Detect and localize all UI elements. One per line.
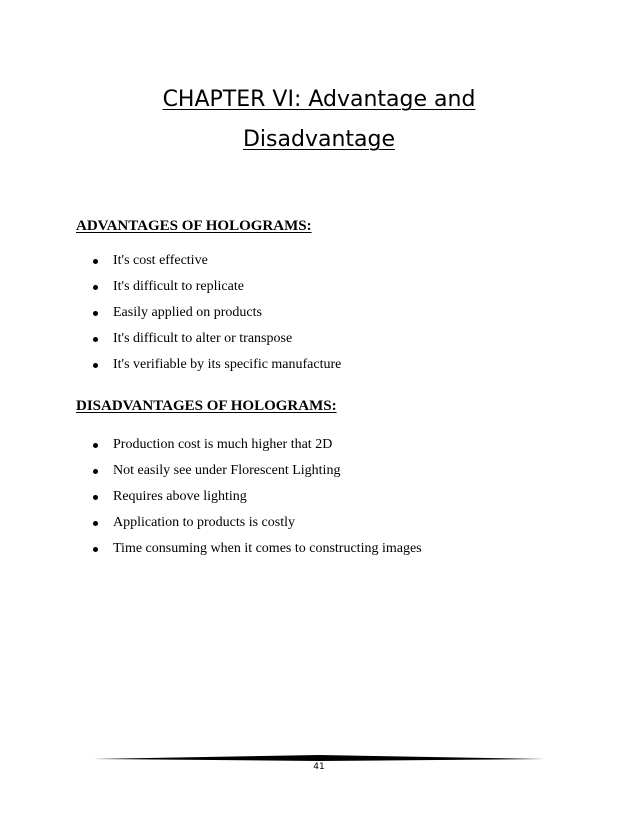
bullet-icon (93, 337, 98, 342)
disadvantages-heading: DISADVANTAGES OF HOLOGRAMS: (76, 398, 337, 414)
chapter-title-line-1: CHAPTER VI: Advantage and (162, 87, 476, 112)
bullet-icon (93, 547, 98, 552)
bullet-icon (93, 495, 98, 500)
bullet-icon (93, 443, 98, 448)
list-item: It's cost effective (0, 248, 341, 274)
chapter-title-line-2: Disadvantage (242, 127, 395, 152)
bullet-icon (93, 469, 98, 474)
chapter-title (60, 80, 578, 160)
list-item: It's verifiable by its specific manufacture (0, 352, 341, 378)
advantages-heading: ADVANTAGES OF HOLOGRAMS: (76, 218, 312, 234)
list-item: Easily applied on products (0, 300, 341, 326)
bullet-icon (93, 285, 98, 290)
advantages-list (0, 248, 341, 378)
list-item: Application to products is costly (0, 510, 422, 536)
page-number: 41 (313, 762, 325, 772)
bullet-icon (93, 521, 98, 526)
list-item: It's difficult to alter or transpose (0, 326, 341, 352)
list-item: Requires above lighting (0, 484, 422, 510)
list-item: Time consuming when it comes to constructing images (0, 536, 422, 562)
bullet-icon (93, 259, 98, 264)
disadvantages-list (0, 432, 422, 562)
list-item: Production cost is much higher that 2D (0, 432, 422, 458)
list-item: Not easily see under Florescent Lighting (0, 458, 422, 484)
bullet-icon (93, 363, 98, 368)
bullet-icon (93, 311, 98, 316)
list-item: It's difficult to replicate (0, 274, 341, 300)
